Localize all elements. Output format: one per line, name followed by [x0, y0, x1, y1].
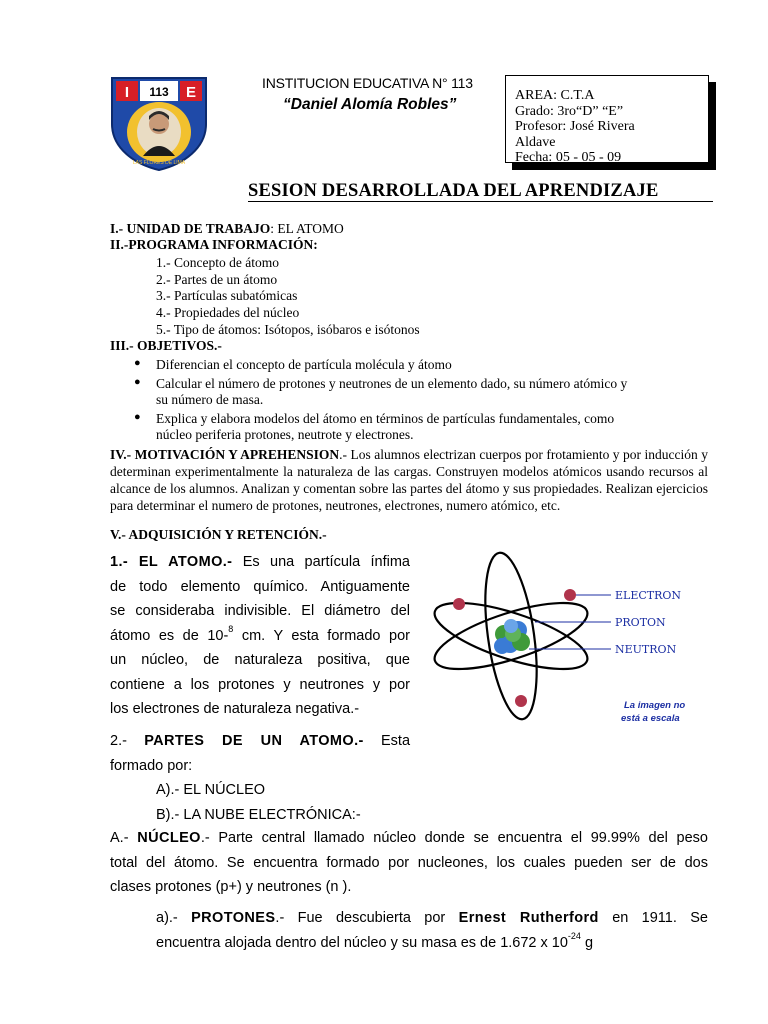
- nucleo-label: NÚCLEO: [137, 830, 201, 846]
- note-line-2: está a escala: [621, 713, 680, 724]
- list-item: ● Calcular el número de protones y neutrones de un elemento dado, su número atómico y su número de masa.: [134, 375, 628, 407]
- list-item: 2.- Partes de un átomo: [156, 271, 278, 287]
- electron-icon: [515, 695, 527, 707]
- logo-number: 113: [149, 85, 169, 99]
- atom-diagram: [425, 550, 725, 728]
- atomo-paragraph: 1.- EL ATOMO.- Es una partícula ínfima de todo elemento químico. Antiguamente se consideraba indivisible. El diámetro del átomo es de 10-$^8$ cm. Y esta formado por un núcleo, de naturaleza positiva, que contiene a los protones y neutrones y por los electrones de naturaleza negativa.-: [110, 554, 410, 717]
- bullet-icon: ●: [134, 357, 141, 369]
- section-motivacion: [110, 446, 708, 514]
- info-box: [505, 75, 709, 163]
- info-area: AREA: C.T.A: [515, 88, 595, 103]
- info-profesor-cont: Aldave: [515, 134, 556, 150]
- list-item: 1.- Concepto de átomo: [156, 255, 279, 270]
- school-logo: [106, 74, 212, 172]
- label-neutron: NEUTRON: [615, 643, 677, 656]
- logo-letter-e: E: [185, 84, 197, 101]
- protones-paragraph: a).- PROTONES.- Fue descubierta por Ernest Rutherford en 1911. Se encuentra alojada dentro del núcleo y su masa es de 1.672 x $10^{-24}$ g: [156, 910, 708, 951]
- label-electron: ELECTRON: [615, 589, 682, 602]
- list-item: A).- EL NÚCLEO: [156, 782, 266, 798]
- note-line-1: La imagen no: [624, 700, 686, 711]
- logo-bottom-text: LAS FLORES DE LIMA: [132, 160, 186, 166]
- info-fecha: Fecha: 05 - 05 - 09: [515, 150, 622, 163]
- list-item: ● Diferencian el concepto de partícula molécula y átomo: [134, 357, 452, 372]
- list-item: 5.- Tipo de átomos: Isótopos, isóbaros e isótonos: [156, 321, 420, 337]
- programa-list: [156, 255, 420, 339]
- section-unidad: [110, 221, 344, 238]
- unidad-label: I.- UNIDAD DE TRABAJO: [110, 221, 271, 236]
- electron-icon: [453, 598, 465, 610]
- rutherford-name: Ernest Rutherford: [458, 910, 599, 926]
- partes-heading: PARTES DE UN ATOMO.-: [144, 733, 364, 749]
- info-grado: Grado: 3ro“D” “E”: [515, 103, 624, 119]
- partes-paragraph: 2.- PARTES DE UN ATOMO.- Esta formado por: A).- EL NÚCLEO B).- LA NUBE ELECTRÓNICA:-: [110, 729, 410, 827]
- objetivos-list: [134, 357, 628, 444]
- unidad-value: : EL ATOMO: [270, 221, 344, 236]
- section-adquisicion-heading: V.- ADQUISICIÓN Y RETENCIÓN.-: [110, 527, 327, 542]
- list-item: 3.- Partículas subatómicas: [156, 288, 298, 304]
- list-item: B).- LA NUBE ELECTRÓNICA:-: [156, 806, 361, 823]
- bullet-icon: ●: [134, 410, 141, 423]
- logo-letter-i: I: [124, 84, 130, 101]
- page-title: SESION DESARROLLADA DEL APRENDIZAJE: [248, 181, 659, 201]
- nucleus-icon: [494, 619, 530, 654]
- section-programa-heading: II.-PROGRAMA INFORMACIÓN:: [110, 237, 318, 252]
- label-proton: PROTON: [615, 616, 666, 629]
- title-underline: [248, 201, 713, 202]
- protones-label: PROTONES: [191, 910, 276, 926]
- electron-icon: [564, 589, 576, 601]
- section-objetivos-heading: III.- OBJETIVOS.-: [110, 338, 222, 353]
- atomo-heading: 1.- EL ATOMO.-: [110, 554, 233, 570]
- institution-name: INSTITUCION EDUCATIVA N° 113: [262, 75, 473, 91]
- institution-subtitle: “Daniel Alomía Robles”: [283, 96, 457, 113]
- list-item: ● Explica y elabora modelos del átomo en términos de partículas fundamentales, como núcleo periferia protones, neutrote y electrones.: [134, 410, 615, 442]
- info-profesor: Profesor: José Rivera: [515, 119, 635, 134]
- list-item: 4.- Propiedades del núcleo: [156, 305, 300, 321]
- motivacion-text: .- Los alumnos electrizan cuerpos por frotamiento y por inducción y determinan experimentalmente la naturaleza de las cargas. Construyen modelos atómicos usando recursos al alcance de los alumnos. Analizan y comentan sobre las partes del átomo y sus propiedades. Realizan ejercicios para determinar el numero de protones, neutrones, electrones, numero atómico, etc.: [110, 447, 708, 513]
- motivacion-label: IV.- MOTIVACIÓN Y APREHENSION: [110, 447, 340, 462]
- bullet-icon: ●: [134, 375, 141, 388]
- nucleo-paragraph: A.- NÚCLEO.- Parte central llamado núcleo donde se encuentra el 99.99% del peso total del átomo. Se encuentra formado por nucleones, los cuales pueden ser de dos clases protones (p+) y neutrones (n ).: [110, 830, 709, 895]
